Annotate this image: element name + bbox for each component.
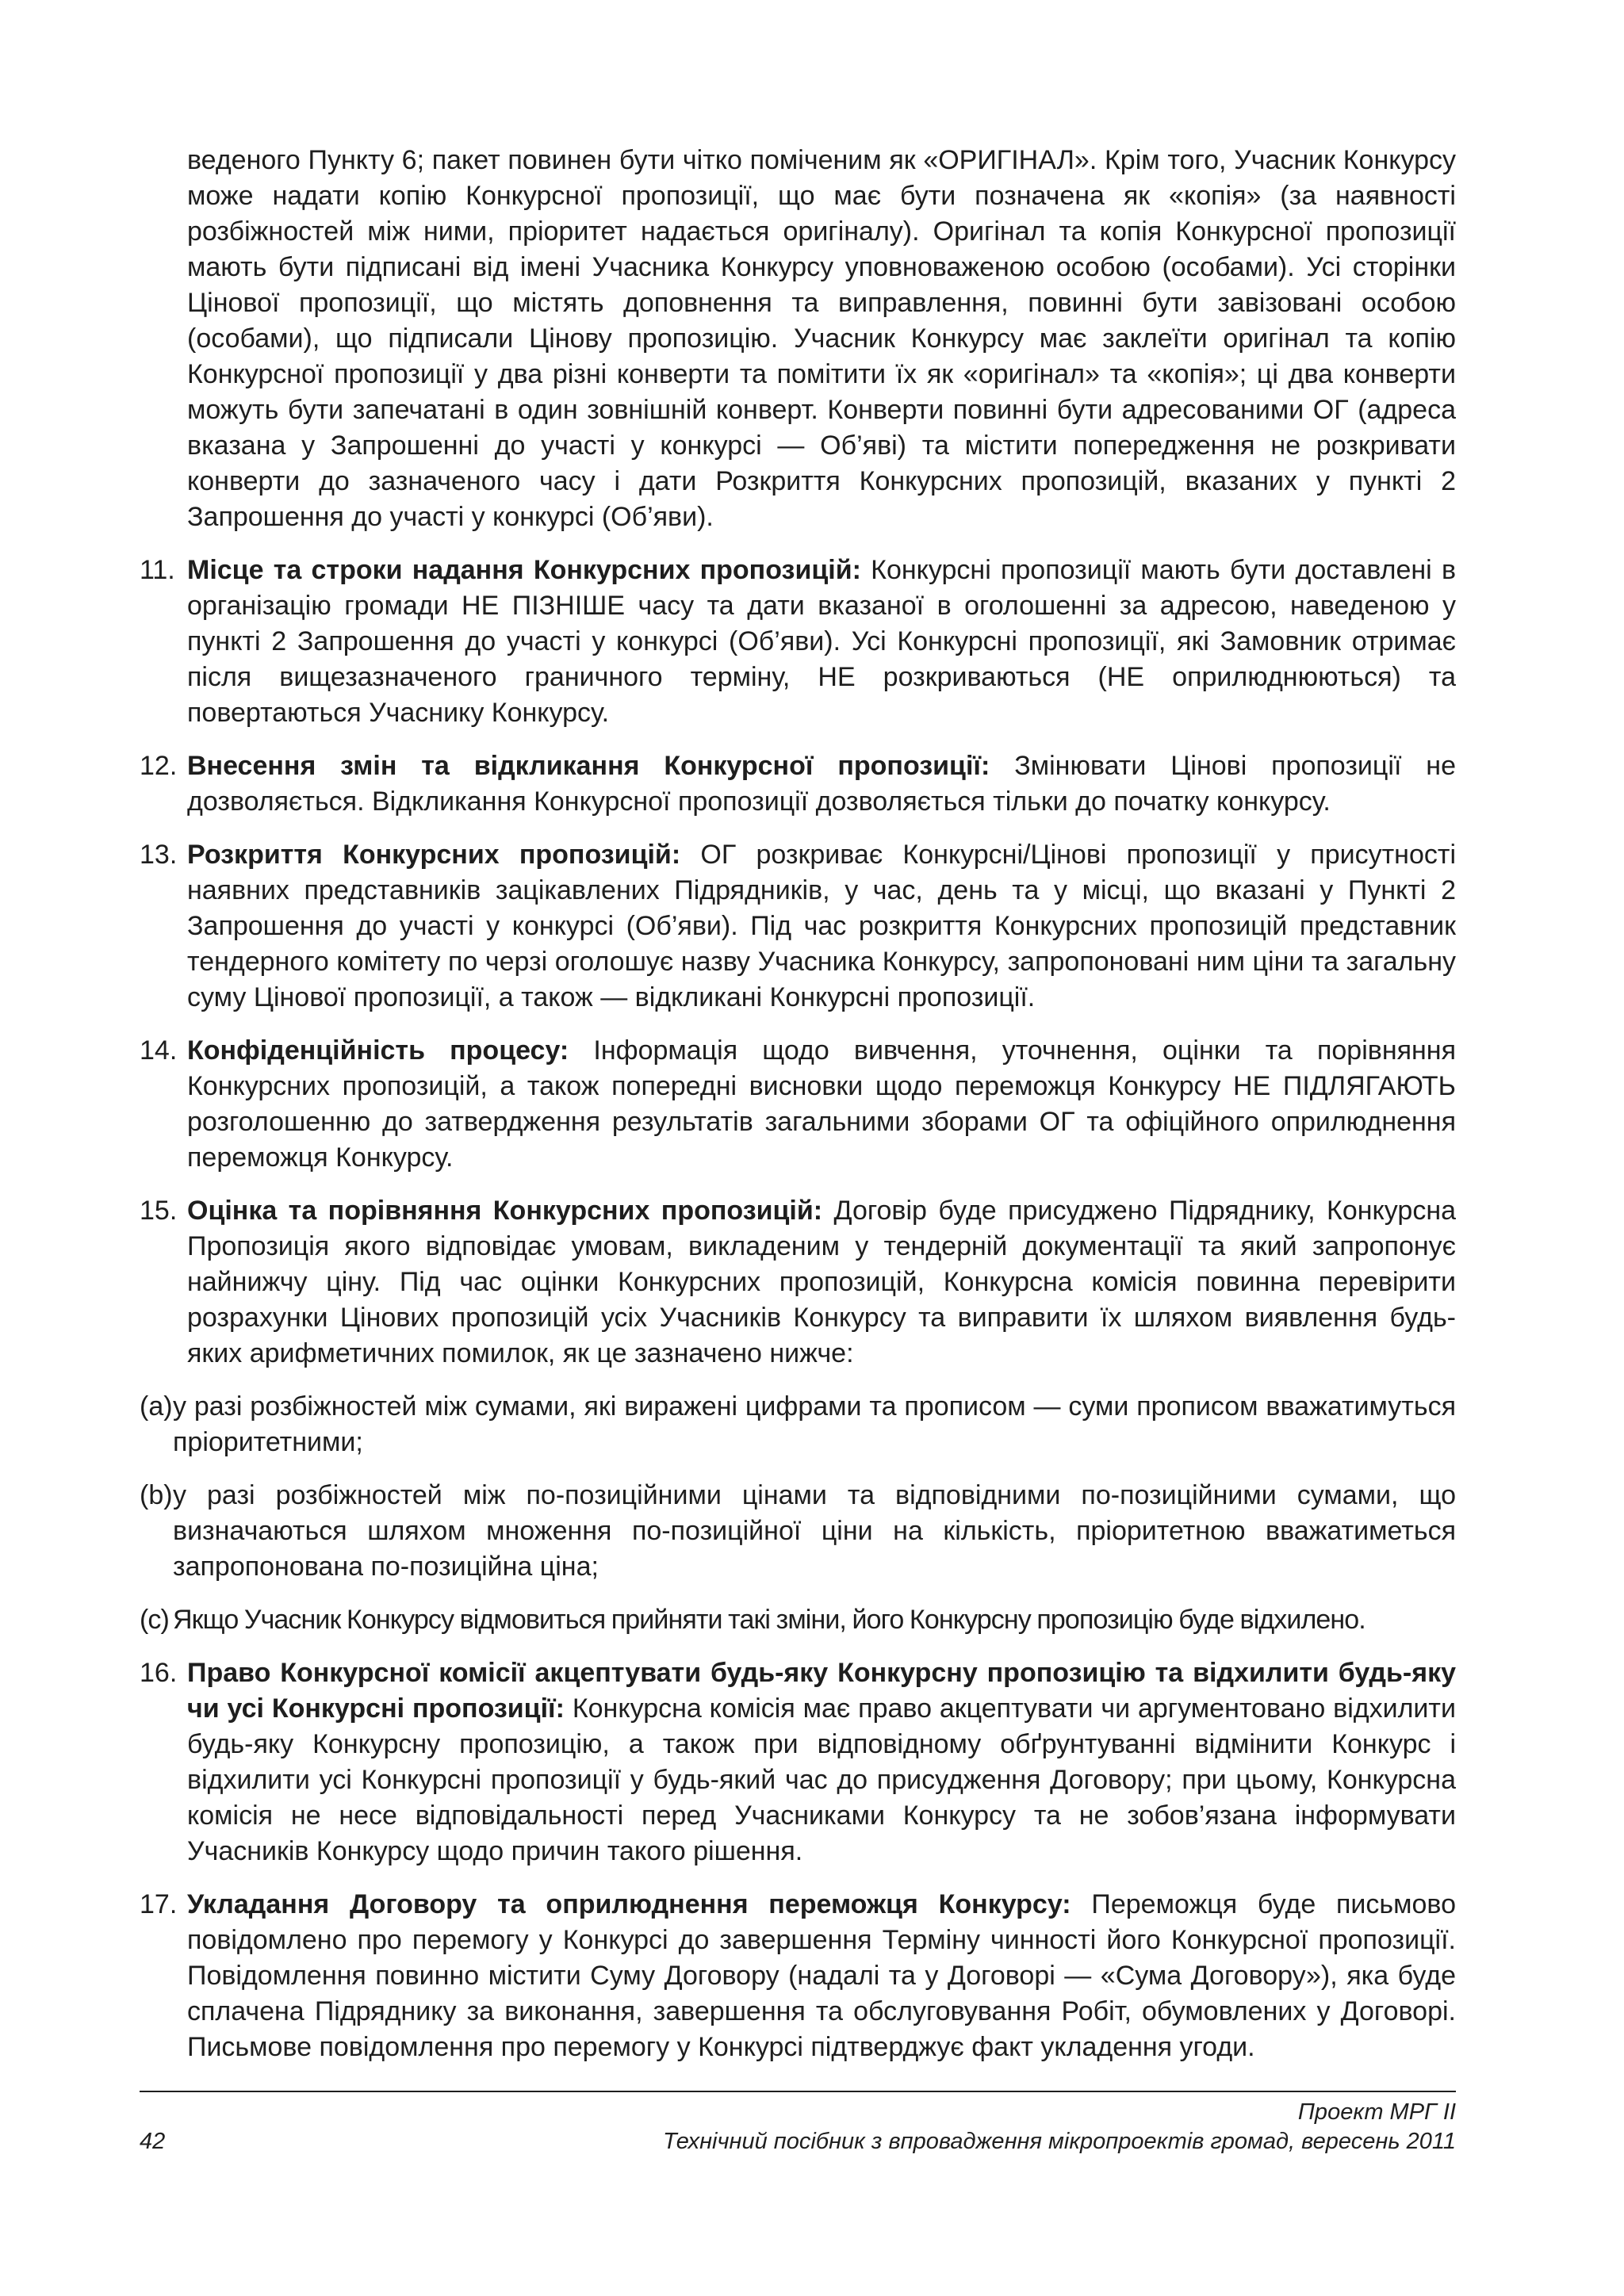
clause-text: Змінювати Цінові пропозиції не дозволяється. Відкликання Конкурсної пропозиції дозволяється тільки до початку конкурсу. xyxy=(187,751,1456,817)
clause-heading: Конфіденційність процесу: xyxy=(187,1035,569,1066)
clause-heading: Місце та строки надання Конкурсних пропозицій: xyxy=(187,555,861,585)
subclause-b xyxy=(140,1478,1456,1585)
clause-number: 16. xyxy=(140,1658,178,1688)
clause-number: 12. xyxy=(140,751,178,781)
clause-number: 11. xyxy=(140,555,175,585)
clause-11 xyxy=(140,553,1456,731)
subclause-text: у разі розбіжностей між сумами, які виражені цифрами та прописом — суми прописом вважатимуться пріоритетними; xyxy=(173,1391,1456,1457)
subclause-label: (a) xyxy=(140,1391,173,1422)
clause-16 xyxy=(140,1655,1456,1869)
clause-heading: Укладання Договору та оприлюднення переможця Конкурсу: xyxy=(187,1889,1071,1919)
subclause-text: Якщо Учасник Конкурсу відмовиться прийняти такі зміни, його Конкурсну пропозицію буде відхилено. xyxy=(173,1605,1365,1635)
page-body xyxy=(140,143,1456,2083)
footer-publication: Технічний посібник з впровадження мікропроектів громад, вересень 2011 xyxy=(662,2129,1456,2154)
subclause-c xyxy=(140,1602,1456,1638)
clause-text: Переможця буде письмово повідомлено про перемогу у Конкурсі до завершення Терміну чинності його Конкурсної пропозиції. Повідомлення повинно містити Суму Договору (надалі та у Договорі — «Сума Договору»), яка буде сплачена Підряднику за виконання, завершення та обслуговування Робіт, обумовлених у Договорі. Письмове повідомлення про перемогу у Конкурсі підтверджує факт укладення угоди. xyxy=(187,1889,1457,2062)
clause-text: Договір буде присуджено Підряднику, Конкурсна Пропозиція якого відповідає умовам, викладеним у тендерній документації та який запропонує найнижчу ціну. Під час оцінки Конкурсних пропозицій, Конкурсна комісія повинна перевірити розрахунки Цінових пропозицій усіх Учасників Конкурсу та виправити їх шляхом виявлення будь-яких арифметичних помилок, як це зазначено нижче: xyxy=(187,1196,1457,1368)
clause-text: Інформація щодо вивчення, уточнення, оцінки та порівняння Конкурсних пропозицій, а також попередні висновки щодо переможця Конкурсу НЕ ПІДЛЯГАЮТЬ розголошенню до затвердження результатів загальними зборами ОГ та офіційного оприлюднення переможця Конкурсу. xyxy=(187,1035,1456,1173)
footer-divider xyxy=(140,2091,1456,2092)
clause-text: Конкурсні пропозиції мають бути доставлені в організацію громади НЕ ПІЗНІШЕ часу та дати вказаної в оголошенні за адресою, наведеною у пункті 2 Запрошення до участі у конкурсі (Об’яви). Усі Конкурсні пропозиції, які Замовник отримає після вищезазначеного граничного терміну, НЕ розкриваються (НЕ оприлюднюються) та повертаються Учаснику Конкурсу. xyxy=(187,555,1456,728)
subclause-a xyxy=(140,1389,1456,1460)
page-footer xyxy=(140,2098,1456,2156)
intro-paragraph: веденого Пункту 6; пакет повинен бути чітко поміченим як «ОРИГІНАЛ». Крім того, Учасник Конкурсу може надати копію Конкурсної пропозиції, що має бути позначена як «копія» (за наявності розбіжностей між ними, пріоритет надається оригіналу). Оригінал та копія Конкурсної пропозиції мають бути підписані від імені Учасника Конкурсу уповноваженою особою (особами). Усі сторінки Цінової пропозиції, що містять доповнення та виправлення, повинні бути завізовані особою (особами), що підписали Цінову пропозицію. Учасник Конкурсу має заклеїти оригінал та копію Конкурсної пропозиції у два різні конверти та помітити їх як «оригінал» та «копія»; ці два конверти можуть бути запечатані в один зовнішній конверт. Конверти повинні бути адресованими ОГ (адреса вказана у Запрошенні до участі у конкурсі — Об’яві) та містити попередження не розкривати конверти до зазначеного часу і дати Розкриття Конкурсних пропозицій, вказаних у пункті 2 Запрошення до участі у конкурсі (Об’яви). xyxy=(187,145,1456,532)
clause-text: Конкурсна комісія має право акцептувати чи аргументовано відхилити будь-яку Конкурсну пропозицію, а також при відповідному обґрунтуванні відмінити Конкурс і відхилити усі Конкурсні пропозиції у будь-який час до присудження Договору; при цьому, Конкурсна комісія не несе відповідальності перед Учасниками Конкурсу та не зобов’язана інформувати Учасників Конкурсу щодо причин такого рішення. xyxy=(187,1693,1456,1866)
clause-number: 17. xyxy=(140,1889,178,1919)
clause-heading: Оцінка та порівняння Конкурсних пропозицій: xyxy=(187,1196,823,1226)
subclause-label: (c) xyxy=(140,1605,169,1635)
clause-12 xyxy=(140,748,1456,820)
clause-number: 15. xyxy=(140,1196,178,1226)
clause-15 xyxy=(140,1193,1456,1372)
subclause-label: (b) xyxy=(140,1480,173,1510)
clause-14 xyxy=(140,1033,1456,1176)
clause-13 xyxy=(140,837,1456,1016)
footer-project: Проект МРГ II xyxy=(1297,2099,1456,2125)
clause-number: 13. xyxy=(140,840,178,870)
clause-number: 14. xyxy=(140,1035,178,1066)
subclause-text: у разі розбіжностей між по-позиційними цінами та відповідними по-позиційними сумами, що визначаються шляхом множення по-позиційної ціни на кількість, пріоритетною вважатиметься запропонована по-позиційна ціна; xyxy=(173,1480,1456,1582)
page-number: 42 xyxy=(140,2129,166,2154)
clause-heading: Внесення змін та відкликання Конкурсної пропозиції: xyxy=(187,751,990,781)
clause-17 xyxy=(140,1887,1456,2065)
clause-text: ОГ розкриває Конкурсні/Цінові пропозиції у присутності наявних представників зацікавлених Підрядників, у час, день та у місці, що вказані у Пункті 2 Запрошення до участі у конкурсі (Об’яви). Під час розкриття Конкурсних пропозицій представник тендерного комітету по черзі оголошує назву Учасника Конкурсу, запропоновані ним ціни та загальну суму Цінової пропозиції, а також — відкликані Конкурсні пропозиції. xyxy=(187,840,1456,1012)
clause-heading: Розкриття Конкурсних пропозицій: xyxy=(187,840,681,870)
clause-heading: Право Конкурсної комісії акцептувати будь-яку Конкурсну пропозицію та відхилити будь-яку чи усі Конкурсні пропозиції: xyxy=(187,1658,1456,1724)
